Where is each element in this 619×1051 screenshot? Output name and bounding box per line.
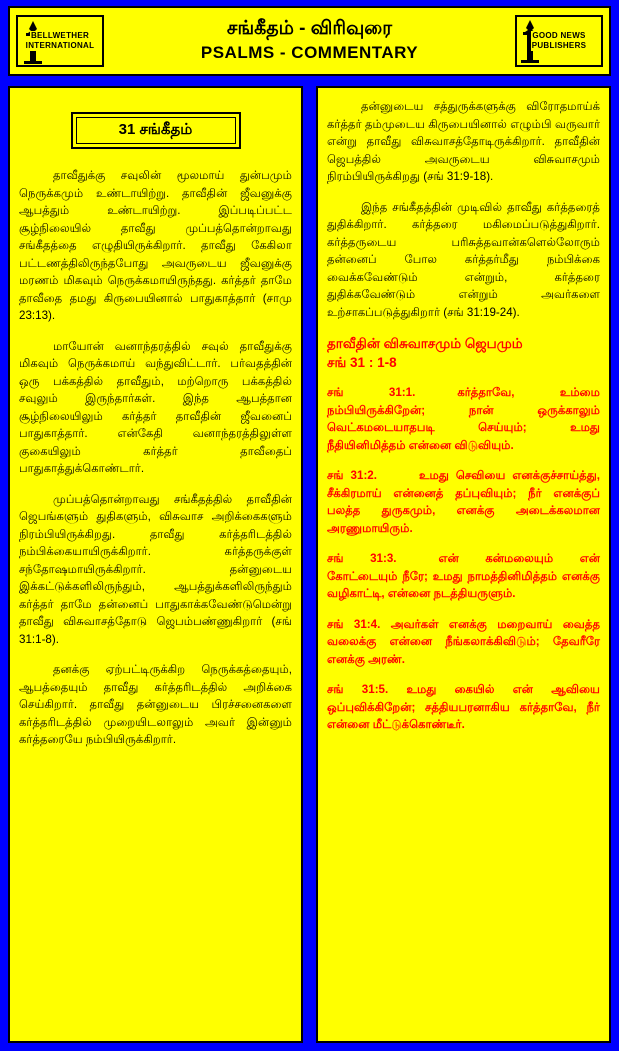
chapter-heading-label: 31 சங்கீதம் (118, 121, 193, 138)
verse-reference: சங் 31:2. (327, 469, 377, 482)
page-title-tamil: சங்கீதம் - விரிவுரை (226, 18, 393, 39)
verse-block (327, 616, 600, 669)
paragraph: தனக்கு ஏற்பட்டிருக்கிற நெருக்கத்தையும், ஆபத்தையும் தாவீது கர்த்தரிடத்தில் அறிக்கை செய்கிறார். தாவீது தன்னுடைய பிரச்சனைகளை கர்த்தரிடத்தில் முறையிடலாலும் அவர் இன்னும் கர்த்தரையே நம்பியிருக்கிறார். (19, 663, 292, 746)
paragraph: தன்னுடைய சத்துருக்களுக்கு விரோதமாய்க் கர்த்தர் தம்முடைய கிருபையினால் எழும்பி வருவார் என்று தாவீது விசுவாசத்தோடிருக்கிறார். தாவீதின் ஜெபத்தில் அவருடைய விசுவாசமும் நிரம்பியிருக்கிறது (சங் 31:9-18). (327, 100, 600, 183)
section-heading-line-1: தாவீதின் விசுவாசமும் ஜெபமும் (327, 336, 523, 351)
section-heading-line-2: சங் 31 : 1-8 (327, 355, 397, 370)
chapter-heading-box (71, 112, 241, 149)
verse-block (327, 681, 600, 734)
verse-text: அவர்கள் எனக்கு மறைவாய் வைத்த வலைக்கு என்னை நீங்கலாக்கிவிடும்; தேவரீரே எனக்கு அரண். (327, 617, 600, 666)
verse-text: கர்த்தாவே, உம்மை நம்பியிருக்கிறேன்; நான் ஒருக்காலும் வெட்கமடையாதபடி செய்யும்; உமது நீதியினிமித்தம் என்னை விடுவியும். (327, 386, 600, 452)
right-text-column (316, 86, 611, 1043)
left-text-column (8, 86, 303, 1043)
paragraph: இந்த சங்கீதத்தின் முடிவில் தாவீது கர்த்தரைத் துதிக்கிறார். கர்த்தரை மகிமைப்படுத்துகிறார். கர்த்தருடைய பரிசுத்தவான்களெல்லோரும் தன்னைப் போல கர்த்தர்மீது நம்பிக்கை வைக்கவேண்டும் என்றும், கர்த்தரை துதிக்கவேண்டும் என்றும் அவர்களை உற்சாகப்படுத்துகிறார் (சங் 31:19-24). (327, 200, 600, 319)
verse-text: என் கன்மலையும் என் கோட்டையும் நீரே; உமது நாமத்தினிமித்தம் எனக்கு வழிகாட்டி, என்னை நடத்தியருளும். (327, 552, 600, 600)
page-title-english: PSALMS - COMMENTARY (200, 43, 419, 62)
page-header (8, 6, 611, 76)
verse-block (327, 550, 600, 603)
logo-text-line-1: GOOD NEWS (532, 31, 586, 40)
section-heading (327, 334, 600, 372)
paragraph: மாயோன் வனாந்தரத்தில் சவுல் தாவீதுக்கு மிகவும் நெருக்கமாய் வந்துவிட்டார். பர்வதத்தின் ஒரு பக்கத்தில் தாவீதும், மற்றொரு பக்கத்தில் சவுலும் இருந்தார்கள். இந்த ஆபத்தான சூழ்நிலையிலும் கர்த்தர் தாவீதின் ஜீவனைப் பாதுகாத்தார். என்கேதி வனாந்தரத்திலுள்ள குகையிலும் கர்த்தர் தாவீதைப் பாதுகாத்துக்கொண்டார். (19, 339, 292, 475)
logo-text-line-2: PUBLISHERS (531, 41, 587, 50)
verse-reference: சங் 31:3. (327, 552, 397, 565)
verse-text: உமது கையில் என் ஆவியை ஒப்புவிக்கிறேன்; சத்தியபரனாகிய கர்த்தாவே, நீர் என்னை மீட்டுக்கொண்டீர். (327, 683, 600, 731)
verse-text: உமது செவியை எனக்குச்சாய்த்து, சீக்கிரமாய் என்னைத் தப்புவியும்; நீர் எனக்குப் பலத்த துருகமும், எனக்கு அடைக்கலமான அரணுமாயிரும். (327, 469, 600, 535)
verse-block (327, 384, 600, 454)
publisher-logo-goodnews (515, 15, 603, 67)
paragraph: முப்பத்தொன்றாவது சங்கீதத்தில் தாவீதின் ஜெபங்களும் துதிகளும், விசுவாச அறிக்கைகளும் நிரம்பியிருக்கிறது. தாவீது கர்த்தரிடத்தில் நம்பிக்கையாயிருக்கிறார். கர்த்தருக்குள் சந்தோஷமாயிருக்கிறார். தன்னுடைய இக்கட்டுக்களிலிருந்தும், ஆபத்துக்களிலிருந்தும் கர்த்தர் தாமே தன்னைப் பாதுகாக்கவேண்டுமென்று தாவீது விசுவாசத்தோடு ஜெபம்பண்ணுகிறார் (சங் 31:1-8). (19, 492, 292, 646)
logo-text-line-2: INTERNATIONAL (25, 41, 95, 50)
verse-reference: சங் 31:1. (327, 386, 416, 399)
page-title (110, 17, 509, 65)
paragraph: தாவீதுக்கு சவுலின் மூலமாய் துன்பமும் நெருக்கமும் உண்டாயிற்று. தாவீதின் ஜீவனுக்கு ஆபத்தும் உண்டாயிற்று. இப்படிப்பட்ட சூழ்நிலையில் தாவீது முப்பத்தொன்றாவது சங்கீதத்தை எழுதியிருக்கிறார். தாவீது கேகிலா பட்டணத்திலிருந்தபோது அவருடைய ஜீவனுக்கு மரணம் மிகவும் நெருக்கமாயிருந்தது. கர்த்தர் தாமே தாவீதை தமது கிருபையினால் பாதுகாத்தார் (சாமு 23:13). (19, 169, 292, 322)
logo-text-line-1: BELLWETHER (30, 31, 90, 40)
verse-reference: சங் 31:4. (327, 617, 381, 631)
publisher-logo-bellwether (16, 15, 104, 67)
verse-block (327, 467, 600, 537)
verse-reference: சங் 31:5. (327, 683, 389, 696)
